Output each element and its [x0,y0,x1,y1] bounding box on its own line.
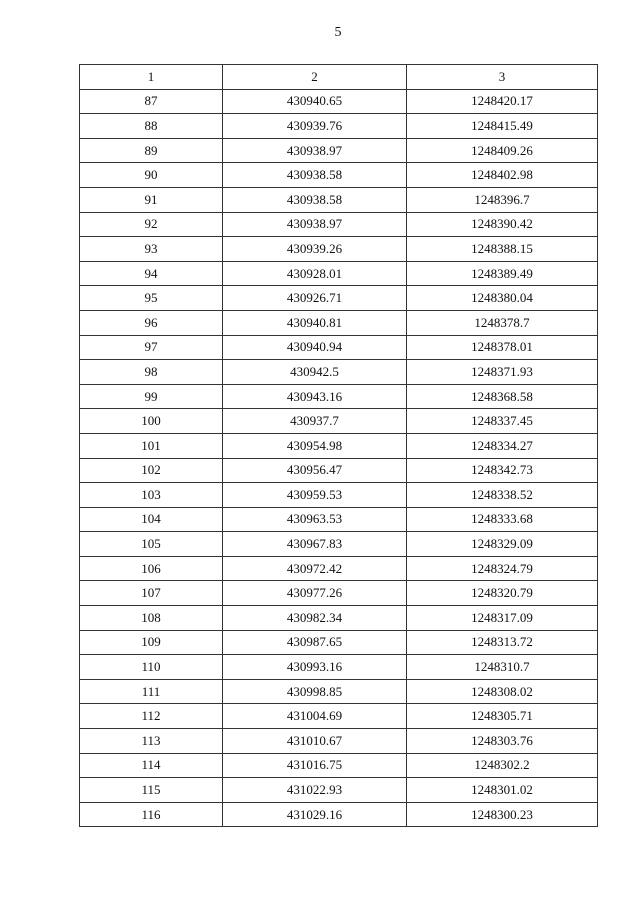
y-coordinate-cell: 1248333.68 [407,507,598,532]
x-coordinate-cell: 430987.65 [223,630,407,655]
y-coordinate-cell: 1248420.17 [407,89,598,114]
x-coordinate-cell: 430938.97 [223,212,407,237]
table-row [80,655,598,680]
x-coordinate-cell: 430972.42 [223,556,407,581]
point-number-cell: 99 [80,384,223,409]
table-row [80,704,598,729]
point-number-cell: 114 [80,753,223,778]
point-number-cell: 94 [80,261,223,286]
column-header-1: 1 [80,65,223,90]
x-coordinate-cell: 430998.85 [223,679,407,704]
column-header-3: 3 [407,65,598,90]
y-coordinate-cell: 1248308.02 [407,679,598,704]
table-row [80,581,598,606]
table-row [80,360,598,385]
table-row [80,433,598,458]
table-row [80,802,598,827]
point-number-cell: 104 [80,507,223,532]
table-row [80,335,598,360]
point-number-cell: 115 [80,778,223,803]
y-coordinate-cell: 1248409.26 [407,138,598,163]
table-row [80,187,598,212]
point-number-cell: 89 [80,138,223,163]
point-number-cell: 112 [80,704,223,729]
x-coordinate-cell: 431029.16 [223,802,407,827]
x-coordinate-cell: 430963.53 [223,507,407,532]
point-number-cell: 87 [80,89,223,114]
y-coordinate-cell: 1248342.73 [407,458,598,483]
y-coordinate-cell: 1248390.42 [407,212,598,237]
table-row [80,483,598,508]
point-number-cell: 96 [80,310,223,335]
table-row [80,729,598,754]
x-coordinate-cell: 430938.58 [223,187,407,212]
table-header [80,65,598,90]
point-number-cell: 92 [80,212,223,237]
coordinates-table [79,64,598,827]
x-coordinate-cell: 430956.47 [223,458,407,483]
y-coordinate-cell: 1248320.79 [407,581,598,606]
y-coordinate-cell: 1248396.7 [407,187,598,212]
point-number-cell: 103 [80,483,223,508]
point-number-cell: 105 [80,532,223,557]
y-coordinate-cell: 1248313.72 [407,630,598,655]
table-row [80,261,598,286]
x-coordinate-cell: 430928.01 [223,261,407,286]
y-coordinate-cell: 1248338.52 [407,483,598,508]
point-number-cell: 90 [80,163,223,188]
x-coordinate-cell: 430940.94 [223,335,407,360]
y-coordinate-cell: 1248389.49 [407,261,598,286]
point-number-cell: 109 [80,630,223,655]
x-coordinate-cell: 430937.7 [223,409,407,434]
table-row [80,286,598,311]
point-number-cell: 101 [80,433,223,458]
x-coordinate-cell: 430940.81 [223,310,407,335]
y-coordinate-cell: 1248402.98 [407,163,598,188]
table-row [80,114,598,139]
x-coordinate-cell: 430943.16 [223,384,407,409]
y-coordinate-cell: 1248380.04 [407,286,598,311]
point-number-cell: 93 [80,237,223,262]
table-row [80,409,598,434]
point-number-cell: 97 [80,335,223,360]
point-number-cell: 113 [80,729,223,754]
table-row [80,778,598,803]
y-coordinate-cell: 1248300.23 [407,802,598,827]
x-coordinate-cell: 430939.26 [223,237,407,262]
point-number-cell: 108 [80,606,223,631]
y-coordinate-cell: 1248301.02 [407,778,598,803]
x-coordinate-cell: 431022.93 [223,778,407,803]
table-row [80,679,598,704]
table-row [80,606,598,631]
table-row [80,630,598,655]
point-number-cell: 116 [80,802,223,827]
page-number: 5 [334,25,342,40]
point-number-cell: 98 [80,360,223,385]
y-coordinate-cell: 1248302.2 [407,753,598,778]
x-coordinate-cell: 430959.53 [223,483,407,508]
y-coordinate-cell: 1248310.7 [407,655,598,680]
x-coordinate-cell: 430938.58 [223,163,407,188]
y-coordinate-cell: 1248324.79 [407,556,598,581]
x-coordinate-cell: 430938.97 [223,138,407,163]
y-coordinate-cell: 1248303.76 [407,729,598,754]
x-coordinate-cell: 430939.76 [223,114,407,139]
x-coordinate-cell: 431010.67 [223,729,407,754]
y-coordinate-cell: 1248329.09 [407,532,598,557]
y-coordinate-cell: 1248378.01 [407,335,598,360]
x-coordinate-cell: 430977.26 [223,581,407,606]
table-row [80,384,598,409]
point-number-cell: 106 [80,556,223,581]
x-coordinate-cell: 430954.98 [223,433,407,458]
point-number-cell: 100 [80,409,223,434]
point-number-cell: 102 [80,458,223,483]
y-coordinate-cell: 1248305.71 [407,704,598,729]
point-number-cell: 88 [80,114,223,139]
table-row [80,532,598,557]
y-coordinate-cell: 1248415.49 [407,114,598,139]
table-row [80,163,598,188]
header-row [80,65,598,90]
column-header-2: 2 [223,65,407,90]
point-number-cell: 107 [80,581,223,606]
x-coordinate-cell: 430926.71 [223,286,407,311]
y-coordinate-cell: 1248368.58 [407,384,598,409]
x-coordinate-cell: 430940.65 [223,89,407,114]
y-coordinate-cell: 1248388.15 [407,237,598,262]
table-row [80,507,598,532]
x-coordinate-cell: 430942.5 [223,360,407,385]
point-number-cell: 95 [80,286,223,311]
y-coordinate-cell: 1248371.93 [407,360,598,385]
y-coordinate-cell: 1248337.45 [407,409,598,434]
x-coordinate-cell: 431004.69 [223,704,407,729]
table-body [80,89,598,827]
point-number-cell: 91 [80,187,223,212]
table-row [80,138,598,163]
y-coordinate-cell: 1248334.27 [407,433,598,458]
table-row [80,753,598,778]
x-coordinate-cell: 430982.34 [223,606,407,631]
table-row [80,212,598,237]
table-row [80,458,598,483]
point-number-cell: 110 [80,655,223,680]
table-row [80,310,598,335]
table-row [80,237,598,262]
table-row [80,556,598,581]
table-row [80,89,598,114]
point-number-cell: 111 [80,679,223,704]
x-coordinate-cell: 431016.75 [223,753,407,778]
x-coordinate-cell: 430993.16 [223,655,407,680]
x-coordinate-cell: 430967.83 [223,532,407,557]
y-coordinate-cell: 1248317.09 [407,606,598,631]
y-coordinate-cell: 1248378.7 [407,310,598,335]
